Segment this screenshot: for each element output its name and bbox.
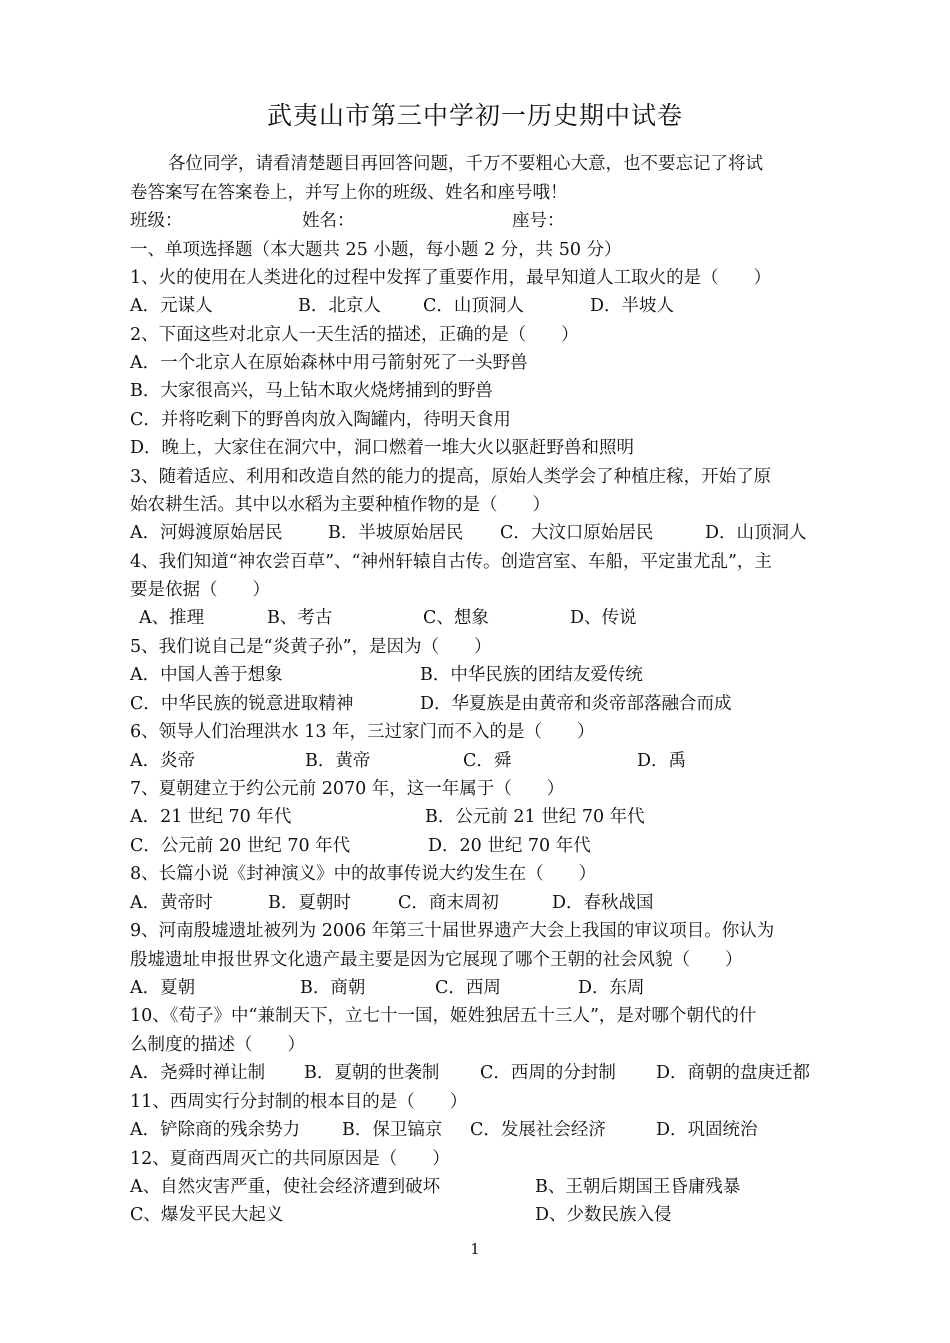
option-d: D．山顶洞人	[705, 523, 807, 543]
question-stem: 6、领导人们治理洪水 13 年，三过家门而不入的是（ ）	[130, 722, 595, 742]
option-d: D．禹	[637, 751, 687, 771]
option-b: B．保卫镐京	[342, 1120, 443, 1140]
option-a: A．元谋人	[130, 296, 213, 316]
option-d: D．商朝的盘庚迁都	[656, 1063, 811, 1083]
option-b: B、王朝后期国王昏庸残暴	[535, 1177, 741, 1197]
question-stem: 12、夏商西周灭亡的共同原因是（ ）	[130, 1149, 450, 1169]
option-a: A、自然灾害严重，使社会经济遭到破坏	[130, 1177, 441, 1197]
option-c: C．并将吃剩下的野兽肉放入陶罐内，待明天食用	[130, 410, 511, 430]
option-a: A．中国人善于想象	[130, 665, 283, 685]
class-label: 班级：	[130, 211, 183, 231]
option-b: B．夏朝时	[268, 893, 351, 913]
question-stem-cont: 殷墟遗址申报世界文化遗产最主要是因为它展现了哪个王朝的社会风貌（ ）	[130, 950, 743, 970]
page-number: 1	[470, 1240, 480, 1258]
intro-line-2: 卷答案写在答案卷上，并写上你的班级、姓名和座号哦！	[130, 183, 568, 203]
option-c: C、爆发平民大起义	[130, 1205, 284, 1225]
name-label: 姓名：	[302, 211, 355, 231]
option-d: D、少数民族入侵	[535, 1205, 672, 1225]
option-b: B、考古	[267, 608, 333, 628]
question-stem: 5、我们说自己是“炎黄子孙”，是因为（ ）	[130, 637, 492, 657]
seat-label: 座号：	[512, 211, 565, 231]
option-c: C、想象	[423, 608, 489, 628]
option-a: A．尧舜时禅让制	[130, 1063, 266, 1083]
option-c: C．商末周初	[398, 893, 499, 913]
question-stem: 9、河南殷墟遗址被列为 2006 年第三十届世界遗产大会上我国的审议项目。你认为	[130, 921, 775, 941]
question-stem-cont: 始农耕生活。其中以水稻为主要种植作物的是（ ）	[130, 495, 550, 515]
option-a: A．黄帝时	[130, 893, 213, 913]
option-c: C．西周的分封制	[480, 1063, 616, 1083]
option-a: A．一个北京人在原始森林中用弓箭射死了一头野兽	[130, 353, 528, 373]
exam-title: 武夷山市第三中学初一历史期中试卷	[266, 101, 683, 130]
section-heading: 一、单项选择题（本大题共 25 小题，每小题 2 分，共 50 分）	[130, 240, 622, 260]
option-a: A．河姆渡原始居民	[130, 523, 283, 543]
option-b: B．中华民族的团结友爱传统	[420, 665, 643, 685]
option-b: B．黄帝	[305, 751, 371, 771]
option-c: C．西周	[435, 978, 501, 998]
question-stem-cont: 么制度的描述（ ）	[130, 1035, 305, 1055]
question-stem-cont: 要是依据（ ）	[130, 580, 270, 600]
option-c: C．大汶口原始居民	[500, 523, 654, 543]
option-b: B．夏朝的世袭制	[304, 1063, 440, 1083]
question-stem: 8、长篇小说《封神演义》中的故事传说大约发生在（ ）	[130, 864, 597, 884]
option-b: B．半坡原始居民	[328, 523, 464, 543]
option-b: B．商朝	[300, 978, 366, 998]
question-stem: 4、我们知道“神农尝百草”、“神州轩辕自古传。创造宫室、车船，平定蚩尤乱”，主	[130, 552, 772, 572]
option-b: B．北京人	[298, 296, 381, 316]
option-c: C．舜	[463, 751, 512, 771]
option-a: A．炎帝	[130, 751, 196, 771]
option-c: C．中华民族的锐意进取精神	[130, 694, 354, 714]
option-d: D．华夏族是由黄帝和炎帝部落融合而成	[420, 694, 732, 714]
question-stem: 7、夏朝建立于约公元前 2070 年，这一年属于（ ）	[130, 779, 565, 799]
question-stem: 3、随着适应、利用和改造自然的能力的提高，原始人类学会了种植庄稼，开始了原	[130, 467, 772, 487]
option-d: D．巩固统治	[656, 1120, 758, 1140]
option-d: D．春秋战国	[552, 893, 654, 913]
option-a: A、推理	[139, 608, 205, 628]
option-b: B．大家很高兴，马上钻木取火烧烤捕到的野兽	[130, 381, 493, 401]
option-a: A．夏朝	[130, 978, 196, 998]
option-b: B．公元前 21 世纪 70 年代	[425, 807, 645, 827]
option-d: D．半坡人	[590, 296, 675, 316]
option-c: C．公元前 20 世纪 70 年代	[130, 836, 351, 856]
option-a: A．21 世纪 70 年代	[130, 807, 292, 827]
option-d: D．晚上，大家住在洞穴中，洞口燃着一堆大火以驱赶野兽和照明	[130, 438, 635, 458]
option-d: D．东周	[578, 978, 645, 998]
question-stem: 10、《荀子》中“兼制天下，立七十一国，姬姓独居五十三人”，是对哪个朝代的什	[130, 1006, 757, 1026]
option-d: D．20 世纪 70 年代	[428, 836, 591, 856]
option-d: D、传说	[570, 608, 637, 628]
option-c: C．发展社会经济	[470, 1120, 606, 1140]
question-stem: 11、西周实行分封制的根本目的是（ ）	[130, 1092, 468, 1112]
intro-line-1: 各位同学，请看清楚题目再回答问题，千万不要粗心大意，也不要忘记了将试	[168, 154, 763, 174]
option-c: C．山顶洞人	[423, 296, 524, 316]
option-a: A．铲除商的残余势力	[130, 1120, 301, 1140]
question-stem: 1、火的使用在人类进化的过程中发挥了重要作用，最早知道人工取火的是（ ）	[130, 268, 772, 288]
question-stem: 2、下面这些对北京人一天生活的描述，正确的是（ ）	[130, 325, 579, 345]
